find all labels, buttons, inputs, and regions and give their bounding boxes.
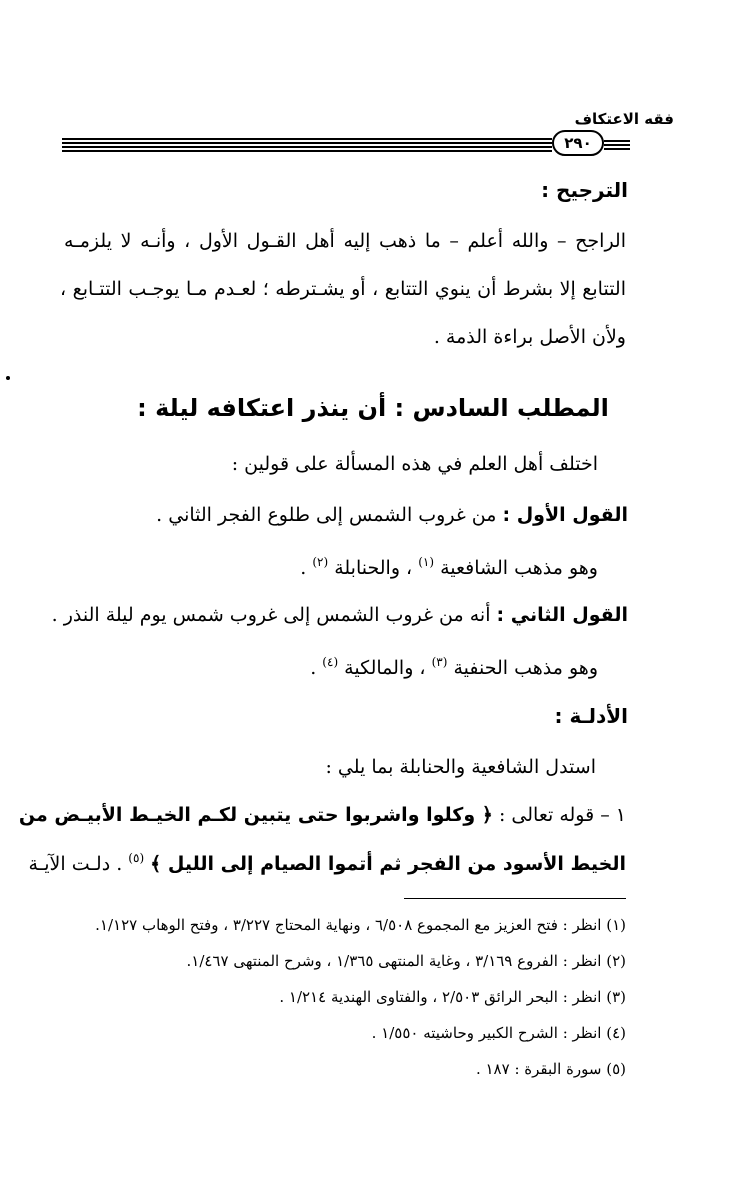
footnote-number: (٢) xyxy=(606,952,626,970)
margin-dot xyxy=(6,376,10,380)
footnote-separator xyxy=(404,898,626,899)
evidence-intro: استدل الشافعية والحنابلة بما يلي : xyxy=(325,756,596,778)
footnote-number: (٤) xyxy=(606,1024,626,1042)
footnote-ref-4: (٤) xyxy=(322,655,339,669)
evidence-1-prefix: ١ – قوله تعالى : xyxy=(498,804,626,826)
footnote-ref-3: (٣) xyxy=(431,655,448,669)
section-title: المطلب السادس : أن ينذر اعتكافه ليلة : xyxy=(137,394,609,422)
footnote-ref-1: (١) xyxy=(418,555,435,569)
tarjih-line-2: التتابع إلا بشرط أن ينوي التتابع ، أو يشـترطه ؛ لعـدم مـا يوجـب التتـابع ، xyxy=(60,278,626,300)
footnote-ref-5: (٥) xyxy=(128,851,145,865)
first-opinion-text: من غروب الشمس إلى طلوع الفجر الثاني . xyxy=(156,504,497,526)
footnote-number: (٣) xyxy=(606,988,626,1006)
footnote-number: (١) xyxy=(606,916,626,934)
quran-verse-part-2: الخيط الأسود من الفجر ثم أتموا الصيام إلى الليل ﴾ xyxy=(150,853,626,875)
second-opinion-label: القول الثاني : xyxy=(496,604,628,626)
footnote-text: انظر : البحر الرائق ٢/٥٠٣ ، والفتاوى الهندية ١/٢١٤ . xyxy=(279,988,602,1006)
header-rule xyxy=(62,136,552,152)
footnote-text: انظر : فتح العزيز مع المجموع ٦/٥٠٨ ، ونهاية المحتاج ٣/٢٢٧ ، وفتح الوهاب ١/١٢٧. xyxy=(95,916,602,934)
first-opinion xyxy=(156,506,628,525)
second-opinion-madhhab xyxy=(310,656,598,678)
madhhab-maliki: ، والمالكية xyxy=(344,657,426,679)
footnote-text: سورة البقرة : ١٨٧ . xyxy=(475,1060,602,1078)
intro-text: اختلف أهل العلم في هذه المسألة على قولين : xyxy=(231,453,598,475)
tarjih-line-3: ولأن الأصل براءة الذمة . xyxy=(433,326,626,348)
page-number: ٢٩٠ xyxy=(552,130,604,156)
running-title: فقه الاعتكاف xyxy=(574,110,674,128)
footnote-5 xyxy=(476,1062,626,1077)
madhhab-hanafi: وهو مذهب الحنفية xyxy=(453,657,598,679)
quran-verse-part-1: ﴿ وكلوا واشربوا حتى يتبين لكـم الخيـط الأبيـض من xyxy=(18,804,493,826)
madhhab-hanbali: ، والحنابلة xyxy=(334,557,413,579)
footnote-text: انظر : الشرح الكبير وحاشيته ١/٥٥٠ . xyxy=(371,1024,602,1042)
footnote-4 xyxy=(372,1026,626,1041)
tarjih-line-1: الراجح – والله أعلم – ما ذهب إليه أهل القـول الأول ، وأنـه لا يلزمـه xyxy=(64,230,626,252)
footnote-number: (٥) xyxy=(606,1060,626,1078)
sentence-end: . xyxy=(300,557,307,579)
header-rule-end xyxy=(604,138,630,150)
evidence-1-line-1 xyxy=(18,804,626,826)
evidence-1-tail: . دلـت الآيـة xyxy=(28,853,123,875)
second-opinion xyxy=(52,606,628,625)
footnote-3 xyxy=(279,990,626,1005)
sentence-end: . xyxy=(310,657,317,679)
first-opinion-label: القول الأول : xyxy=(502,504,628,526)
second-opinion-text: أنه من غروب الشمس إلى غروب شمس يوم ليلة النذر . xyxy=(51,604,491,626)
first-opinion-madhhab xyxy=(300,556,598,578)
tarjih-heading: الترجيح : xyxy=(541,178,628,202)
evidence-1-line-2 xyxy=(29,852,627,874)
footnote-1 xyxy=(95,918,626,933)
footnote-ref-2: (٢) xyxy=(312,555,329,569)
footnote-2 xyxy=(186,954,626,969)
evidence-heading: الأدلـة : xyxy=(554,704,628,728)
footnote-text: انظر : الفروع ٣/١٦٩ ، وغاية المنتهى ١/٣٦٥ ، وشرح المنتهى ١/٤٦٧. xyxy=(186,952,602,970)
madhhab-shafii: وهو مذهب الشافعية xyxy=(440,557,598,579)
